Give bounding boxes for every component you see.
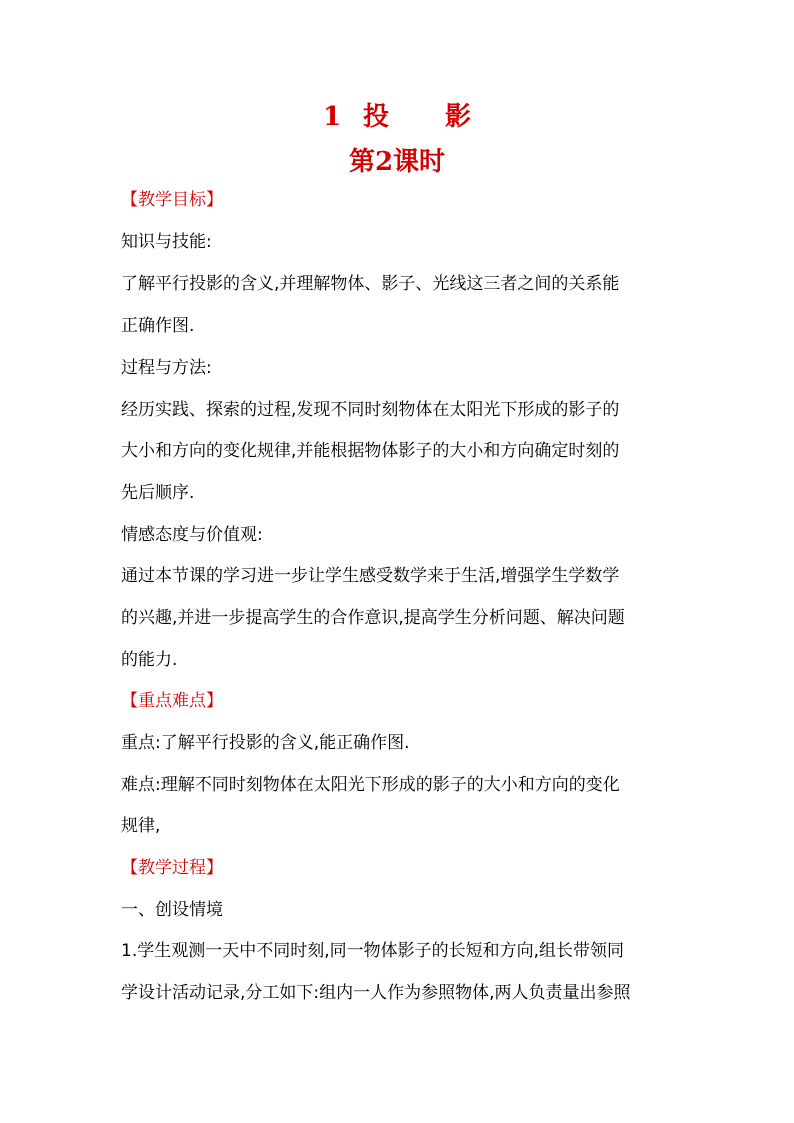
process-text-line-3: 先后顺序. [121, 483, 195, 503]
lesson-subtitle: 第2课时 [348, 147, 446, 177]
process-text-line-2: 大小和方向的变化规律,并能根据物体影子的大小和方向确定时刻的 [121, 441, 620, 461]
title-char-1: 投 [363, 102, 390, 132]
difficulty-text-line-2: 规律, [121, 816, 161, 836]
lesson-number: 1 [322, 102, 342, 132]
key-point-text: 重点:了解平行投影的含义,能正确作图. [121, 733, 410, 753]
lesson-title [0, 101, 794, 133]
item-1-line-2: 学设计活动记录,分工如下:组内一人作为参照物体,两人负责量出参照 [121, 983, 631, 1003]
emotion-text-line-3: 的能力. [121, 650, 178, 670]
step-1-heading: 一、创设情境 [121, 900, 223, 920]
difficulty-text-line-1: 难点:理解不同时刻物体在太阳光下形成的影子的大小和方向的变化 [121, 775, 620, 795]
process-methods-label: 过程与方法: [121, 358, 212, 378]
knowledge-skills-label: 知识与技能: [121, 232, 212, 252]
item-1-line-1: 1.学生观测一天中不同时刻,同一物体影子的长短和方向,组长带领同 [121, 941, 625, 961]
emotion-values-label: 情感态度与价值观: [121, 525, 263, 545]
teaching-process-heading: 【教学过程】 [121, 858, 223, 878]
teaching-goals-heading: 【教学目标】 [121, 190, 223, 210]
key-difficult-points-heading: 【重点难点】 [121, 691, 223, 711]
knowledge-text-line-1: 了解平行投影的含义,并理解物体、影子、光线这三者之间的关系能 [121, 274, 620, 294]
knowledge-text-line-2: 正确作图. [121, 316, 195, 336]
emotion-text-line-2: 的兴趣,并进一步提高学生的合作意识,提高学生分析问题、解决问题 [121, 608, 625, 628]
process-text-line-1: 经历实践、探索的过程,发现不同时刻物体在太阳光下形成的影子的 [121, 400, 620, 420]
emotion-text-line-1: 通过本节课的学习进一步让学生感受数学来于生活,增强学生学数学 [121, 566, 620, 586]
title-char-2: 影 [445, 102, 472, 132]
